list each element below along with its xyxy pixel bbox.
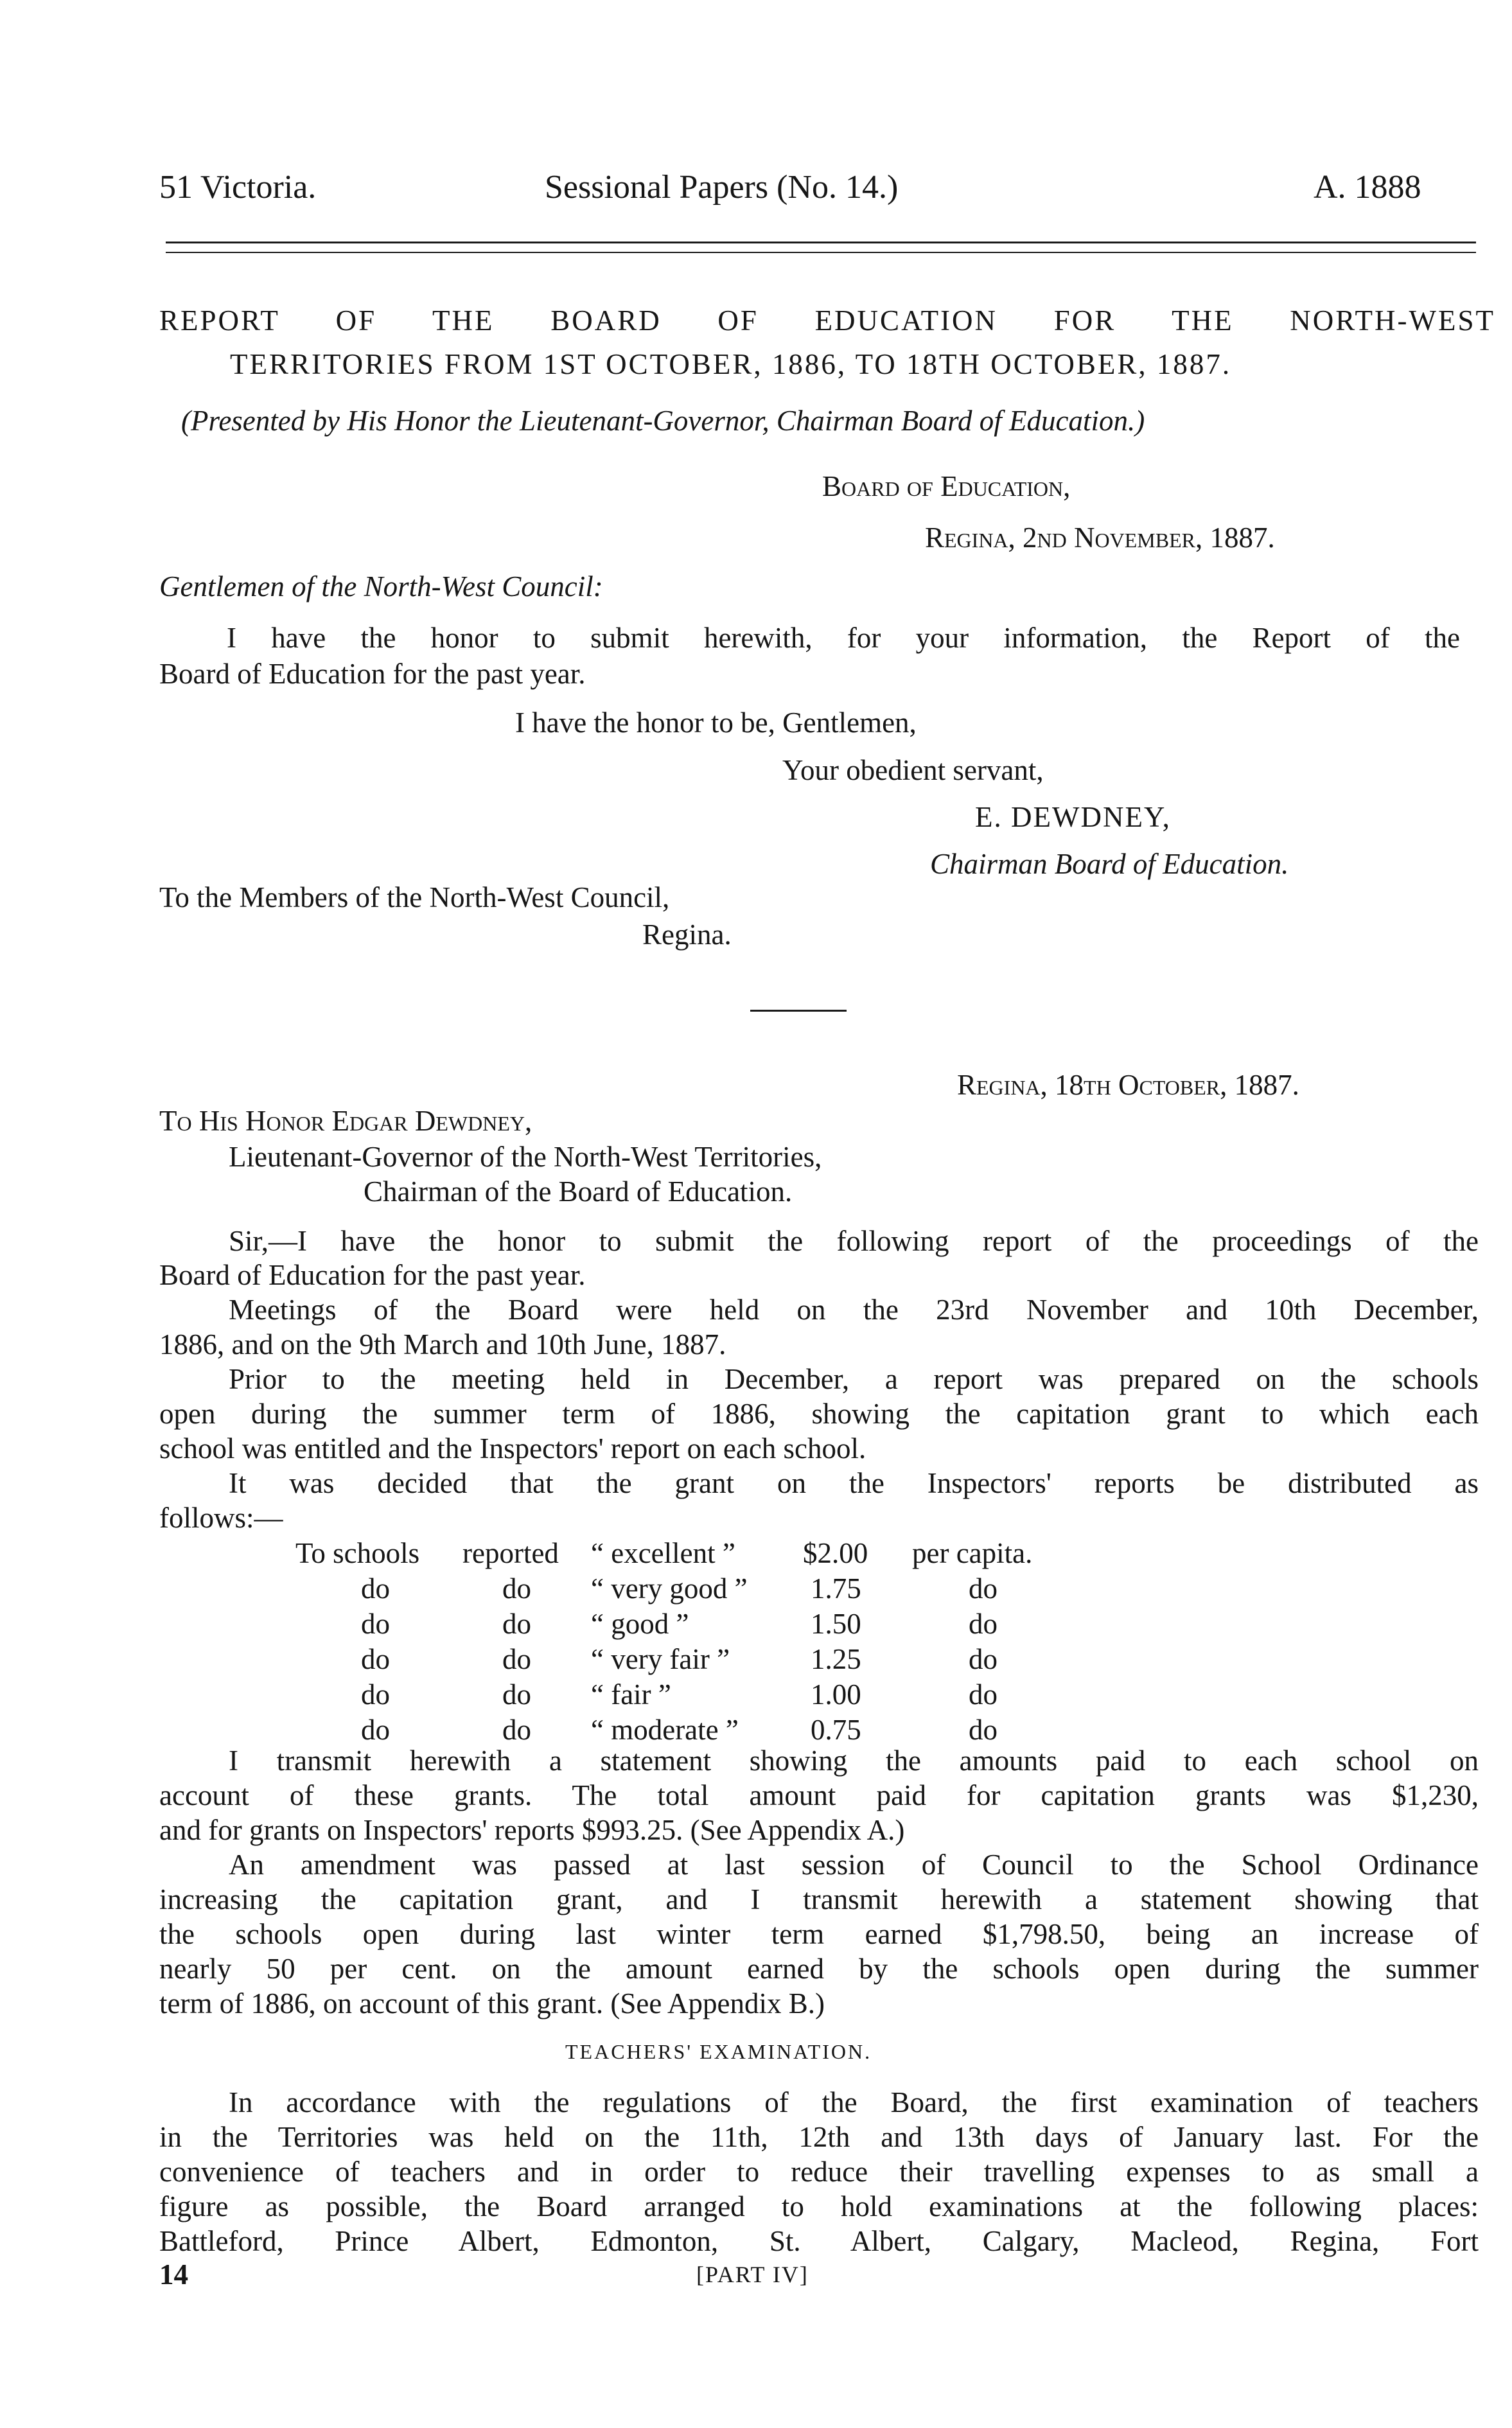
grant-grade: “ good ” — [591, 1608, 689, 1640]
page-number: 14 — [159, 2258, 188, 2291]
grant-row — [0, 1607, 998, 1642]
section-divider — [750, 1010, 847, 1012]
letter1-closing-servant: Your obedient servant, — [782, 754, 1044, 786]
letter1-signer-title: Chairman Board of Education. — [930, 848, 1289, 880]
section-line4: figure as possible, the Board arranged to hold examinations at the following places: — [159, 2190, 1479, 2222]
header-rule-bottom — [166, 252, 1476, 253]
para2-line1: Meetings of the Board were held on the 23rd November and 10th December, — [229, 1294, 1479, 1326]
para5-line3: and for grants on Inspectors' reports $993.25. (See Appendix A.) — [159, 1814, 905, 1846]
grant-reported: reported — [462, 1537, 559, 1569]
section-line5: Battleford, Prince Albert, Edmonton, St. Albert, Calgary, Macleod, Regina, Fort — [159, 2225, 1479, 2257]
header-year: A. 1888 — [1314, 169, 1421, 206]
presented-by: (Presented by His Honor the Lieutenant-Governor, Chairman Board of Education.) — [181, 405, 1145, 437]
grant-amount: 1.50 — [811, 1608, 861, 1640]
grant-amount: 1.25 — [811, 1643, 861, 1675]
letter2-addressee-title: Lieutenant-Governor of the North-West Territories, — [229, 1141, 822, 1173]
header-sessional-papers: Sessional Papers (No. 14.) — [545, 169, 899, 206]
section-line2: in the Territories was held on the 11th, 12th and 13th days of January last. For the — [159, 2121, 1479, 2153]
para5-line2: account of these grants. The total amount paid for capitation grants was $1,230, — [159, 1779, 1479, 1811]
grant-amount: 1.75 — [811, 1572, 861, 1605]
para2-line2: 1886, and on the 9th March and 10th June, 1887. — [159, 1328, 726, 1360]
letter2-addressee: To His Honor Edgar Dewdney, — [159, 1105, 532, 1137]
grant-reported: do — [502, 1643, 531, 1675]
report-title-line2: TERRITORIES FROM 1ST OCTOBER, 1886, TO 18TH OCTOBER, 1887. — [230, 348, 1232, 380]
grant-to: To schools — [295, 1537, 420, 1569]
header-rule-top — [166, 242, 1476, 243]
letter1-closing: I have the honor to be, Gentlemen, — [515, 707, 917, 739]
letter2-dateline: Regina, 18th October, 1887. — [957, 1069, 1299, 1101]
letter1-from-board: Board of Education, — [822, 470, 1071, 502]
para3-line2: open during the summer term of 1886, showing the capitation grant to which each — [159, 1398, 1479, 1430]
letter1-signer: E. DEWDNEY, — [975, 801, 1171, 833]
grant-amount: 0.75 — [811, 1714, 861, 1746]
grant-row — [0, 1678, 998, 1713]
grant-row — [0, 1642, 998, 1678]
grant-schedule — [0, 1536, 1512, 1755]
letter1-to-regina: Regina. — [642, 919, 732, 951]
para4-line1: It was decided that the grant on the Inspectors' reports be distributed as — [229, 1467, 1479, 1499]
grant-unit: do — [969, 1572, 998, 1605]
header-session: 51 Victoria. — [159, 169, 317, 206]
para6-line1: An amendment was passed at last session of Council to the School Ordinance — [229, 1849, 1479, 1881]
grant-unit: do — [969, 1608, 998, 1640]
section-heading: TEACHERS' EXAMINATION. — [565, 2040, 872, 2063]
section-line1: In accordance with the regulations of the Board, the first examination of teachers — [229, 2086, 1479, 2118]
grant-unit: per capita. — [912, 1537, 1033, 1569]
grant-reported: do — [502, 1714, 531, 1746]
grant-grade: “ excellent ” — [591, 1537, 735, 1569]
grant-row — [0, 1536, 1033, 1572]
para6-line5: term of 1886, on account of this grant. (See Appendix B.) — [159, 1987, 825, 2019]
grant-unit: do — [969, 1714, 998, 1746]
grant-to: do — [361, 1643, 390, 1675]
para3-line3: school was entitled and the Inspectors' report on each school. — [159, 1432, 866, 1465]
grant-to: do — [361, 1572, 390, 1605]
grant-reported: do — [502, 1608, 531, 1640]
grant-amount: $2.00 — [803, 1537, 868, 1569]
part-marker: [PART IV] — [696, 2262, 809, 2287]
para4-line2: follows:— — [159, 1502, 283, 1534]
grant-to: do — [361, 1608, 390, 1640]
para1-line1: Sir,—I have the honor to submit the following report of the proceedings of the — [229, 1225, 1479, 1257]
para6-line3: the schools open during last winter term earned $1,798.50, being an increase of — [159, 1918, 1479, 1950]
grant-reported: do — [502, 1572, 531, 1605]
para6-line4: nearly 50 per cent. on the amount earned by the schools open during the summer — [159, 1953, 1479, 1985]
grant-grade: “ moderate ” — [591, 1714, 739, 1746]
letter1-salutation: Gentlemen of the North-West Council: — [159, 570, 603, 603]
para1-line2: Board of Education for the past year. — [159, 1259, 586, 1291]
letter1-body-line1: I have the honor to submit herewith, for your information, the Report of the — [227, 622, 1460, 654]
grant-to: do — [361, 1678, 390, 1711]
letter2-addressee-chairman: Chairman of the Board of Education. — [364, 1175, 793, 1208]
para5-line1: I transmit herewith a statement showing the amounts paid to each school on — [229, 1745, 1479, 1777]
letter1-body-line2: Board of Education for the past year. — [159, 658, 586, 690]
letter1-dateline: Regina, 2nd November, 1887. — [925, 522, 1275, 554]
grant-amount: 1.00 — [811, 1678, 861, 1711]
grant-grade: “ very fair ” — [591, 1643, 730, 1675]
report-title-line1: REPORT OF THE BOARD OF EDUCATION FOR THE NORTH-WEST — [159, 304, 1495, 337]
grant-unit: do — [969, 1643, 998, 1675]
para6-line2: increasing the capitation grant, and I transmit herewith a statement showing that — [159, 1883, 1479, 1915]
letter1-to-members: To the Members of the North-West Council, — [159, 881, 670, 913]
grant-row — [0, 1572, 998, 1607]
para3-line1: Prior to the meeting held in December, a report was prepared on the schools — [229, 1363, 1479, 1395]
grant-grade: “ fair ” — [591, 1678, 671, 1711]
grant-to: do — [361, 1714, 390, 1746]
section-line3: convenience of teachers and in order to reduce their travelling expenses to as small a — [159, 2156, 1479, 2188]
grant-reported: do — [502, 1678, 531, 1711]
grant-unit: do — [969, 1678, 998, 1711]
grant-grade: “ very good ” — [591, 1572, 748, 1605]
